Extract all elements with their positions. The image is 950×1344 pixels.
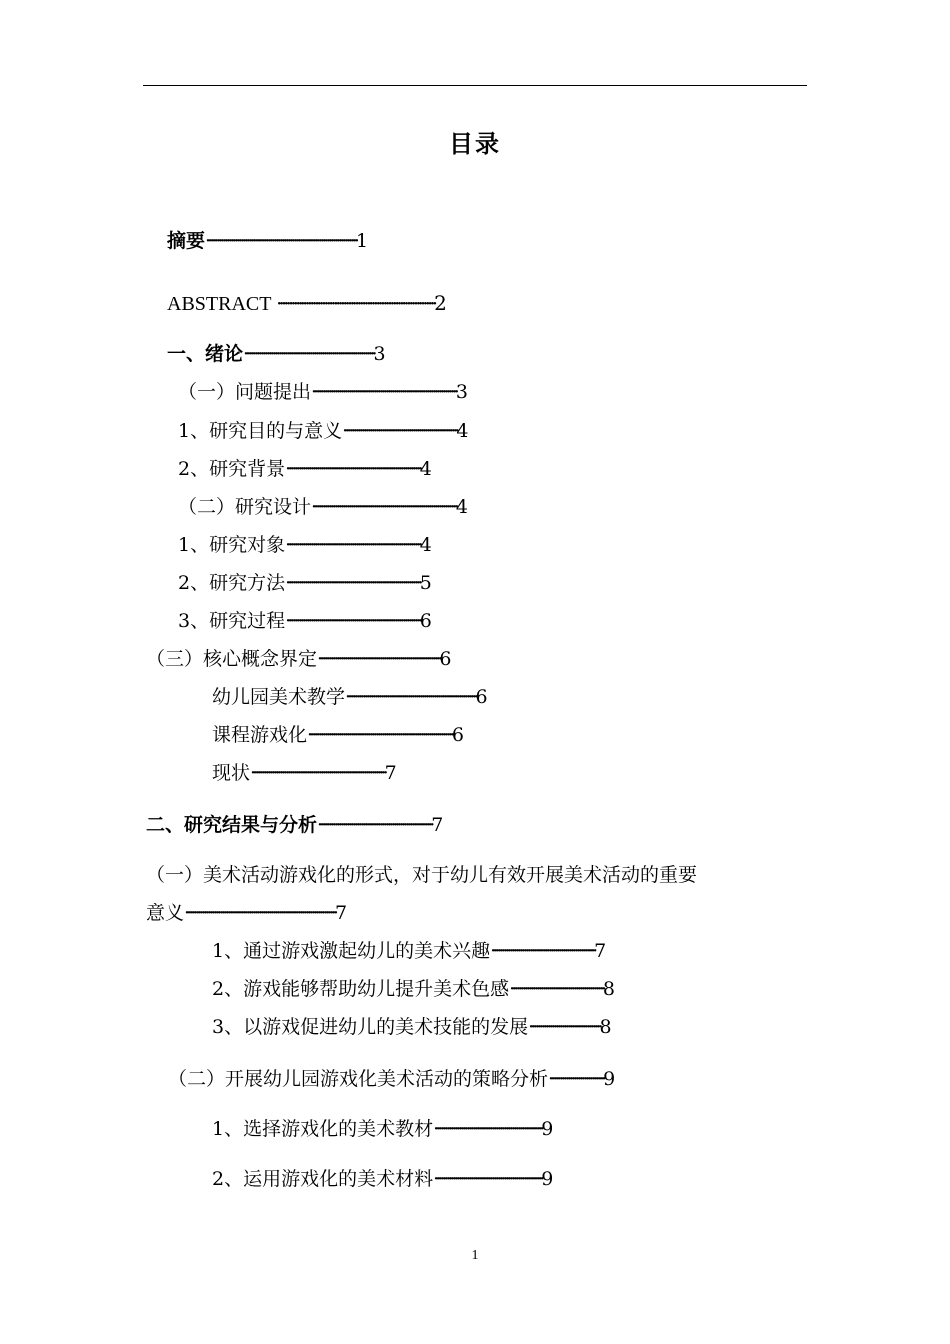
- toc-entry-item-1-2-1[interactable]: 1、研究对象··································································4: [178, 534, 432, 556]
- toc-entry-item-1-1-2[interactable]: 2、研究背景··································································4: [178, 458, 432, 480]
- toc-entry-section-1-2[interactable]: （二）研究设计·······································································4: [178, 496, 468, 518]
- toc-entry-chapter-2[interactable]: 二、研究结果与分析························································7: [146, 814, 444, 836]
- footer-page-number: 1: [471, 1248, 479, 1263]
- toc-entry-item-2-1-2[interactable]: 2、游戏能够帮助幼儿提升美术色感··············································8: [212, 978, 616, 1000]
- toc-entry-section-2-2[interactable]: （二）开展幼儿园游戏化美术活动的策略分析···························9: [168, 1068, 616, 1090]
- toc-entry-item-1-3-3[interactable]: 现状··································································7: [212, 762, 397, 784]
- toc-entry-item-1-1-1[interactable]: 1、研究目的与意义························································4: [178, 420, 469, 442]
- toc-entry-abstract-cn[interactable]: 摘要··········································································1: [167, 230, 369, 252]
- toc-entry-item-2-1-1[interactable]: 1、通过游戏激起幼儿的美术兴趣···················································7: [212, 940, 607, 962]
- toc-entry-item-2-2-1[interactable]: 1、选择游戏化的美术教材·····················································9: [212, 1118, 554, 1140]
- toc-entry-section-2-1-continuation[interactable]: 意义··········································································7: [146, 902, 348, 924]
- toc-entry-section-2-1[interactable]: （一）美术活动游戏化的形式，对于幼儿有效开展美术活动的重要: [146, 864, 698, 886]
- toc-entry-item-2-1-3[interactable]: 3、以游戏促进幼儿的美术技能的发展···································8: [212, 1016, 612, 1038]
- toc-entry-item-1-3-2[interactable]: 课程游戏化·······································································6: [212, 724, 464, 746]
- toc-title: 目录: [449, 130, 501, 158]
- toc-entry-item-1-2-3[interactable]: 3、研究过程··································································6: [178, 610, 432, 632]
- toc-entry-item-1-2-2[interactable]: 2、研究方法··································································5: [178, 572, 432, 594]
- toc-entry-section-1-1[interactable]: （一）问题提出·······································································3: [178, 381, 468, 403]
- header-rule: [143, 85, 807, 86]
- toc-entry-chapter-1[interactable]: 一、绪论································································3: [167, 343, 386, 365]
- toc-entry-section-1-3[interactable]: （三）核心概念界定····························································6: [146, 648, 452, 670]
- toc-entry-item-1-3-1[interactable]: 幼儿园美术教学································································6: [212, 686, 488, 708]
- toc-entry-abstract-en[interactable]: ABSTRACT ···································································2: [167, 291, 447, 315]
- toc-entry-item-2-2-2[interactable]: 2、运用游戏化的美术材料·····················································9: [212, 1168, 554, 1190]
